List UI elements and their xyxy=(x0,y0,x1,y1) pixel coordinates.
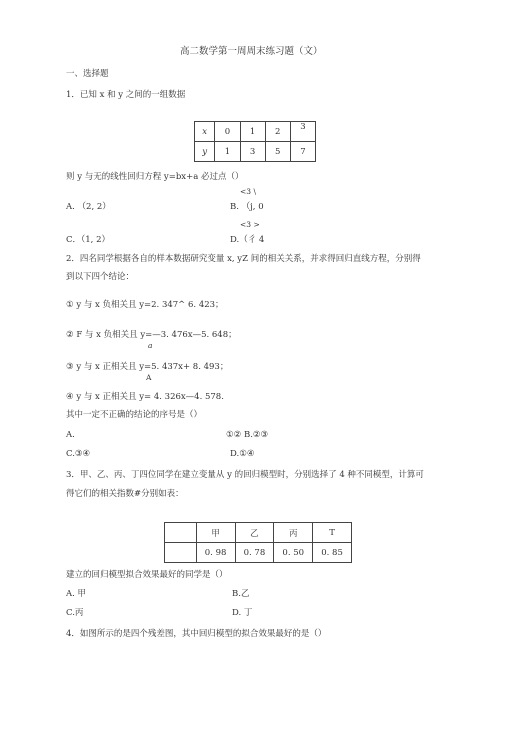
q2-conclusion-3-mark: A xyxy=(146,373,152,382)
q2-stem-line1: 2．四名同学根据各自的样本数据研究变量 x, yZ 间的相关关系，并求得回归直线方程，分别得 xyxy=(66,254,421,264)
table-cell: 0. 78 xyxy=(235,543,274,563)
table-cell: 0. 85 xyxy=(313,543,352,563)
table-cell: x xyxy=(195,122,215,142)
q2-option-c: C.③④ xyxy=(66,449,91,459)
q2-conclusion-2: ② F 与 x 负相关且 y=—3. 476x—5. 648； xyxy=(66,330,237,340)
q4-stem: 4．如图所示的是四个残差图，其中回归模型的拟合效果最好的是（） xyxy=(66,629,327,639)
table-cell: 丙 xyxy=(274,523,313,543)
table-cell: 甲 xyxy=(196,523,235,543)
q1-option-d-annotation: <3 > xyxy=(240,220,260,229)
table-cell: 0. 98 xyxy=(196,543,235,563)
q2-conclusion-3: ③ y 与 x 正相关且 y=5. 437x+ 8. 493； xyxy=(66,362,229,372)
q2-conclusion-2-mark: a xyxy=(148,341,153,350)
q1-option-b-annotation: <3 \ xyxy=(240,187,256,196)
table-cell: T xyxy=(313,523,352,543)
q2-prompt: 其中一定不正确的结论的序号是（） xyxy=(66,410,203,420)
q1-option-b: B. （j, 0 xyxy=(230,202,264,212)
section-heading: 一、选择题 xyxy=(66,69,109,79)
q1-prompt: 则 y 与无的线性回归方程 y=bx+a 必过点（） xyxy=(66,172,244,182)
table-cell xyxy=(165,543,197,563)
q2-conclusion-4: ④ y 与 x 正相关且 y= 4. 326x—4. 578. xyxy=(66,392,224,402)
table-cell: 1 xyxy=(240,122,265,142)
table-row xyxy=(195,122,316,142)
table-cell xyxy=(165,523,197,543)
q1-stem: 1．已知 x 和 y 之间的一组数据 xyxy=(66,90,186,100)
table-row xyxy=(165,523,352,543)
table-cell: 乙 xyxy=(235,523,274,543)
page-title: 高二数学第一周周末练习题（文） xyxy=(180,46,323,57)
q3-stem-line2: 得它们的相关指数#分别如表： xyxy=(66,489,184,499)
q3-index-table xyxy=(164,522,352,563)
q2-conclusion-1: ① y 与 x 负相关且 y=2. 347^ 6. 423； xyxy=(66,300,224,310)
q3-option-a: A. 甲 xyxy=(66,589,87,599)
q2-stem-line2: 到以下四个结论： xyxy=(66,272,135,282)
q3-option-b: B.乙 xyxy=(232,589,250,599)
q3-prompt: 建立的回归模型拟合效果最好的同学是（） xyxy=(66,570,228,580)
table-row xyxy=(165,543,352,563)
q2-option-d: D.①④ xyxy=(230,449,255,459)
table-row xyxy=(195,142,316,162)
table-cell: 7 xyxy=(290,142,315,162)
table-cell: 2 xyxy=(265,122,290,142)
q2-option-a-b: ①② B.②③ xyxy=(226,430,269,440)
q1-option-d: D.（彳 4 xyxy=(230,235,265,245)
q3-option-c: C.丙 xyxy=(66,608,84,618)
q1-data-table xyxy=(194,121,316,162)
q3-stem-line1: 3．甲、乙、丙、丁四位同学在建立变量从 y 的回归模型时，分别选择了 4 种不同模型，计算可 xyxy=(66,470,424,480)
table-cell: 0 xyxy=(215,122,240,142)
table-cell: 5 xyxy=(265,142,290,162)
q1-option-c: C．（1, 2） xyxy=(66,235,110,245)
table-cell: 1 xyxy=(215,142,240,162)
table-cell: 3 xyxy=(290,122,315,142)
table-cell: y xyxy=(195,142,215,162)
table-cell: 0. 50 xyxy=(274,543,313,563)
q1-option-a: A. （2, 2） xyxy=(66,202,111,212)
table-cell: 3 xyxy=(240,142,265,162)
q2-option-a-letter: A. xyxy=(66,430,75,440)
q3-option-d: D. 丁 xyxy=(232,608,253,618)
